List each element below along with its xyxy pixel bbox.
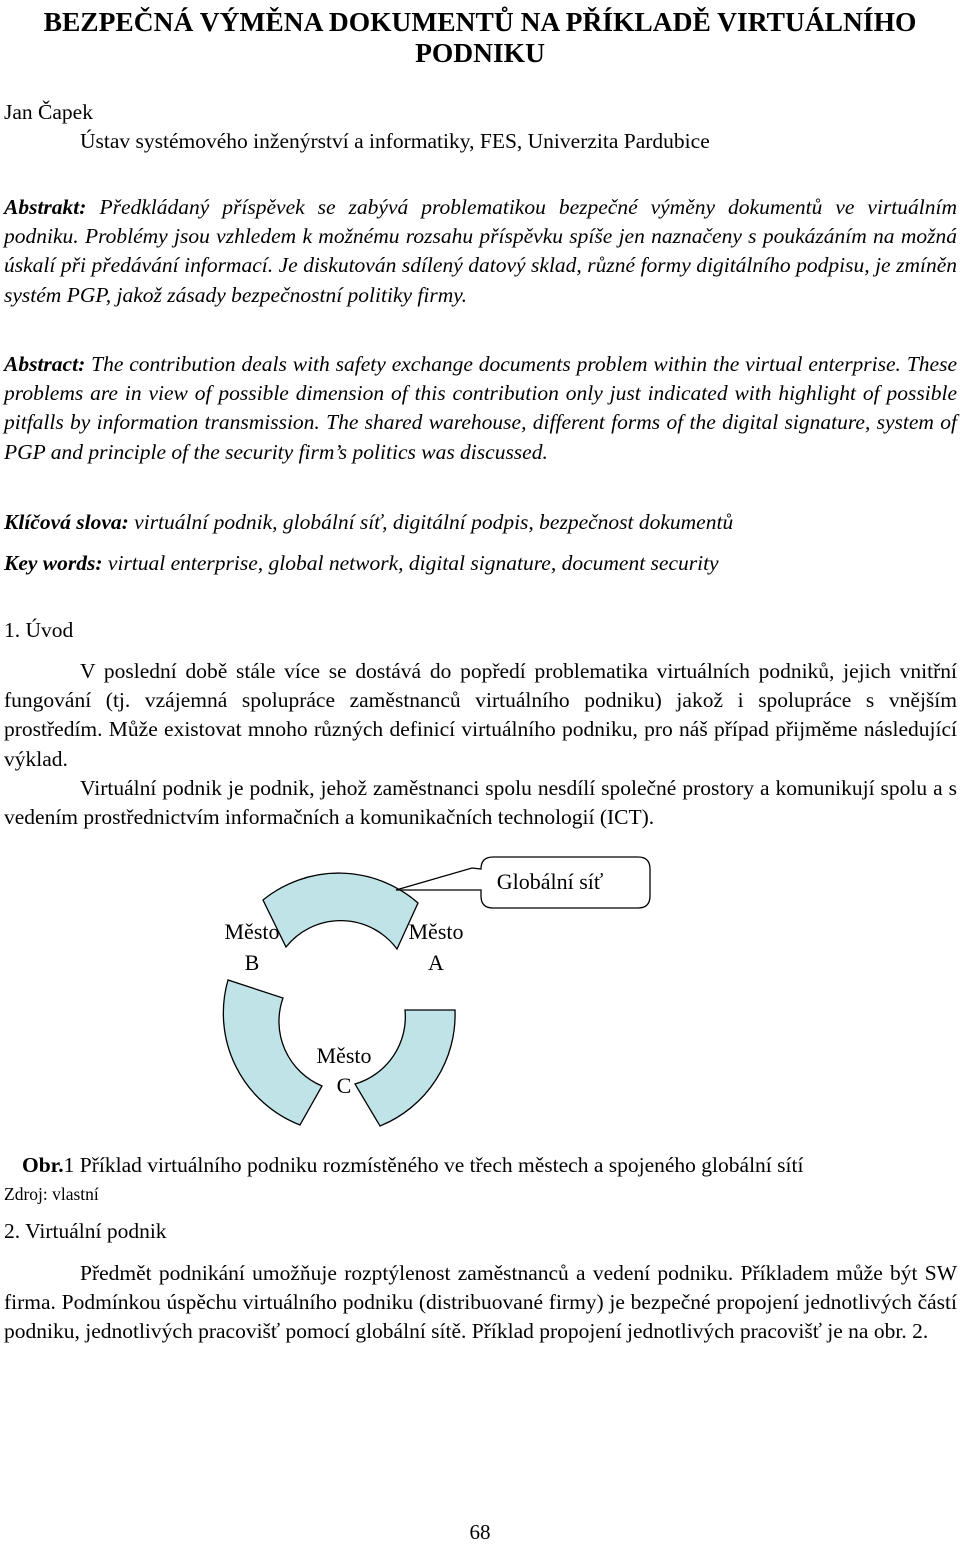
figure-virtual-enterprise [0, 850, 960, 1150]
ring-segment-left [223, 980, 322, 1125]
city-c-word: Město [316, 1043, 372, 1068]
section2-para1: Předmět podnikání umožňuje rozptýlenost zaměstnanců a vedení podniku. Příkladem může být SW firma. Podmínkou úspěchu virtuálního podniku (distribuované firmy) je bezpečné propojení jednotlivých částí podniku, jednotlivých pracovišť pomocí globální sítě. Příklad propojení jednotlivých pracovišť je na obr. 2. [4, 1261, 957, 1344]
section1-heading: 1. Úvod [4, 618, 74, 642]
author-affiliation: Ústav systémového inženýrství a informatiky, FES, Univerzita Pardubice [80, 129, 710, 153]
abstract-en [4, 350, 957, 467]
city-b-letter: B [244, 950, 260, 975]
abstract-en-label: Abstract: [4, 352, 86, 376]
city-b-word: Město [224, 919, 280, 944]
abstract-cz-text: Předkládaný příspěvek se zabývá problematikou bezpečné výměny dokumentů ve virtuálním podniku. Problémy jsou vzhledem k možnému rozsahu příspěvku spíše jen naznačeny s poukázáním na možná úskalí při předávání informací. Je diskutován sdílený datový sklad, různé formy digitálního podpisu, je zmíněn systém PGP, jakož zásady bezpečnostní politiky firmy. [4, 195, 958, 307]
figure-caption-text: 1 Příklad virtuálního podniku rozmístěného ve třech městech a spojeného globální sítí [63, 1153, 804, 1177]
abstract-cz [4, 193, 957, 310]
ring-segment-right [355, 1010, 455, 1126]
abstract-cz-label: Abstrakt: [4, 195, 87, 219]
keywords-cz-text: virtuální podnik, globální síť, digitální podpis, bezpečnost dokumentů [134, 510, 734, 534]
figure-caption [22, 1151, 803, 1180]
figure-source: Zdroj: vlastní [4, 1184, 99, 1204]
keywords-cz-label: Klíčová slova: [4, 510, 129, 534]
city-a-letter: A [428, 950, 444, 975]
author-name: Jan Čapek [4, 100, 93, 124]
keywords-cz [4, 508, 733, 537]
callout-label: Globální síť [496, 869, 604, 894]
keywords-en-label: Key words: [4, 551, 103, 575]
section1-para2: Virtuální podnik je podnik, jehož zaměstnanci spolu nesdílí společné prostory a komunikují spolu a s vedením prostřednictvím informačních a komunikačních technologií (ICT). [4, 776, 957, 830]
city-a-word: Město [408, 919, 464, 944]
city-c-letter: C [336, 1073, 352, 1098]
keywords-en-text: virtual enterprise, global network, digital signature, document security [107, 551, 719, 575]
page-number: 68 [469, 1520, 491, 1544]
section1-para1: V poslední době stále více se dostává do popředí problematika virtuálních podniků, jejich vnitřní fungování (tj. vzájemná spolupráce zaměstnanců virtuálního podniku) jakož i spolupráce s vnějším prostředím. Může existovat mnoho různých definicí virtuálního podniku, pro náš případ přijměme následující výklad. [4, 659, 957, 771]
abstract-en-text: The contribution deals with safety exchange documents problem within the virtual enterprise. These problems are in view of possible dimension of this contribution only just indicated with highlight of possible pitfalls by information transmission. The shared warehouse, different forms of the digital signature, system of PGP and principle of the security firm’s politics was discussed. [4, 352, 957, 464]
keywords-en [4, 549, 719, 578]
ring-segment-top [263, 873, 418, 949]
paper-title-line2: PODNIKU [415, 37, 545, 68]
figure-caption-label: Obr. [22, 1153, 64, 1177]
section2-heading: 2. Virtuální podnik [4, 1219, 167, 1243]
paper-title-line1: BEZPEČNÁ VÝMĚNA DOKUMENTŮ NA PŘÍKLADĚ VIRTUÁLNÍHO [43, 6, 917, 37]
paper-title [0, 6, 960, 68]
